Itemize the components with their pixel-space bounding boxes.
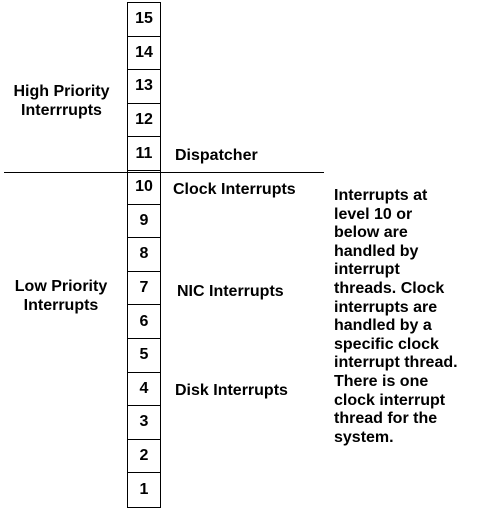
nic-interrupts-label: NIC Interrupts [177, 283, 284, 300]
priority-divider-line [4, 172, 324, 173]
disk-interrupts-label: Disk Interrupts [175, 382, 288, 399]
interrupt-threads-note: Interrupts at level 10 or below are handled by interrupt threads. Clock interrupts are handled by a specific clock interrupt thread. There is one clock interrupt thread for the system. [334, 187, 458, 446]
clock-interrupts-label: Clock Interrupts [173, 181, 296, 198]
priority-level-cell: 3 [128, 406, 160, 440]
priority-level-cell: 2 [128, 440, 160, 474]
dispatcher-label: Dispatcher [175, 147, 258, 164]
priority-level-cell: 7 [128, 272, 160, 306]
priority-level-cell: 11 [128, 137, 160, 171]
priority-level-cell: 9 [128, 205, 160, 239]
priority-level-cell: 15 [128, 3, 160, 37]
low-priority-group-label: Low Priority Interrupts [14, 278, 108, 314]
priority-level-cell: 10 [128, 171, 160, 205]
priority-level-cell: 8 [128, 238, 160, 272]
priority-level-cell: 6 [128, 305, 160, 339]
high-priority-group-label: High Priority Interrrupts [13, 83, 110, 119]
priority-level-column [127, 2, 161, 508]
priority-level-cell: 12 [128, 104, 160, 138]
priority-level-cell: 4 [128, 373, 160, 407]
priority-level-cell: 13 [128, 70, 160, 104]
priority-level-cell: 14 [128, 37, 160, 71]
priority-level-cell: 5 [128, 339, 160, 373]
priority-level-cell: 1 [139, 481, 149, 499]
